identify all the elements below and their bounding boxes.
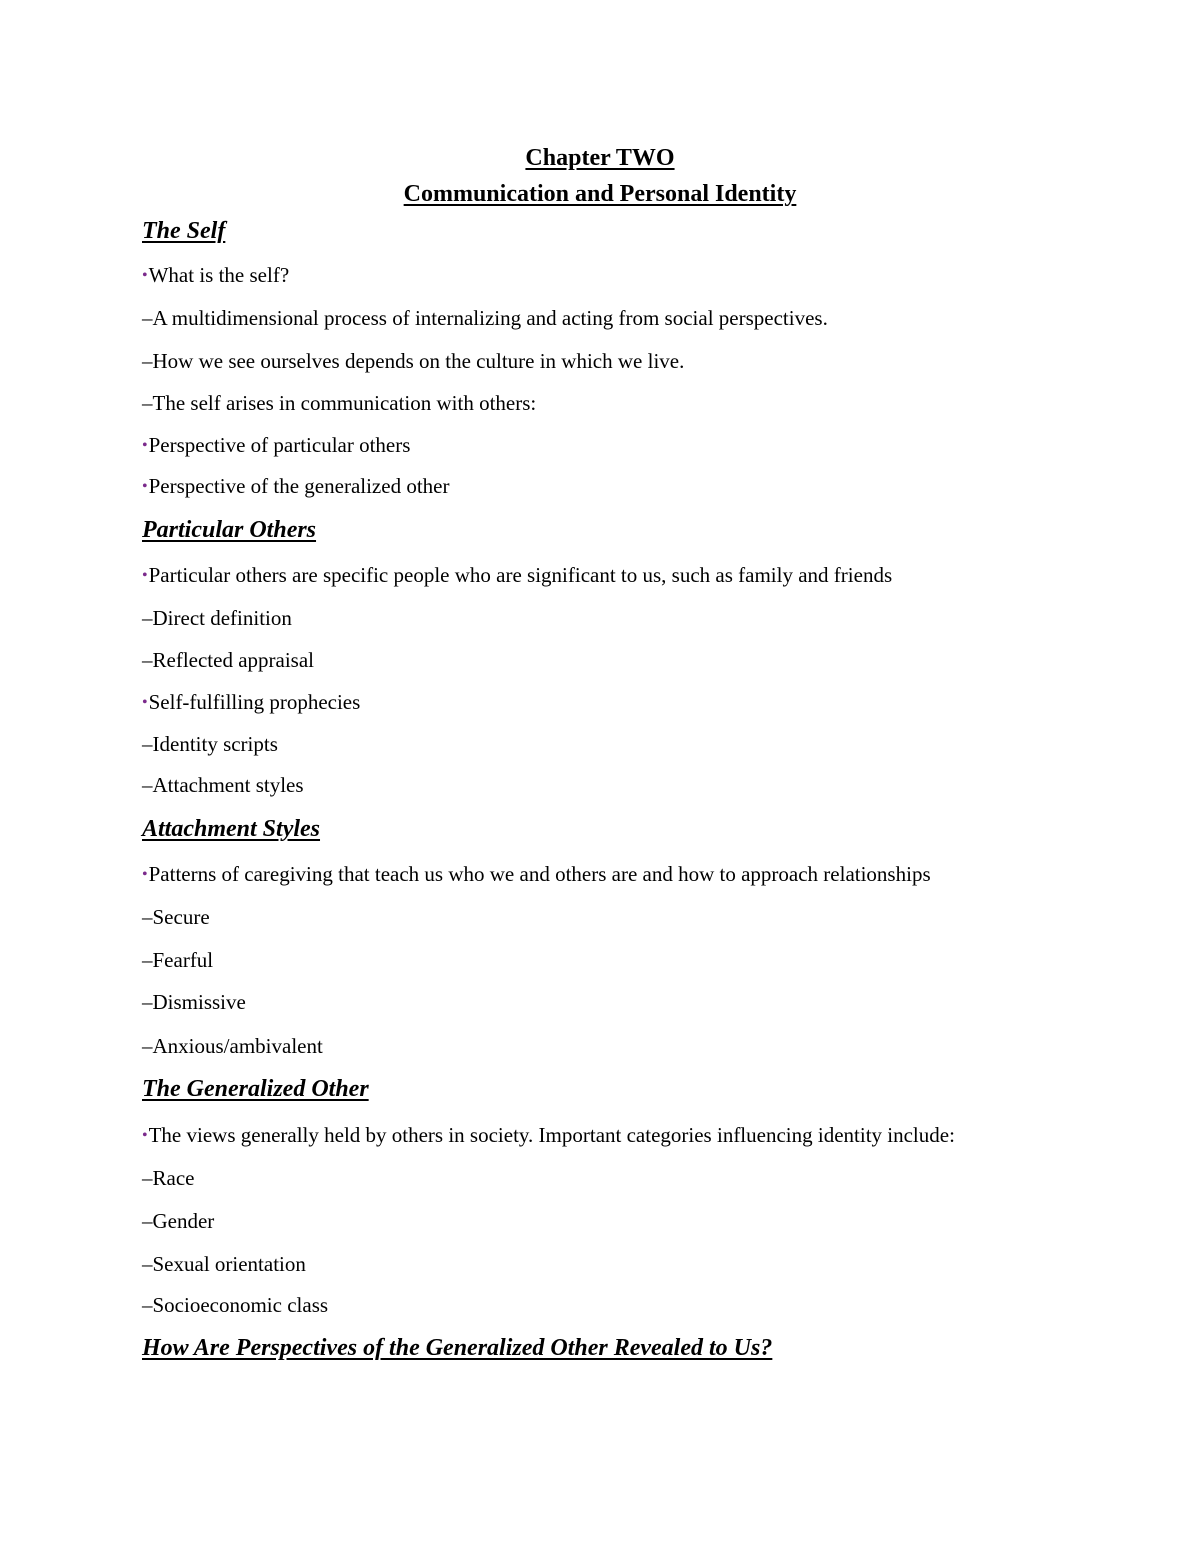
list-item	[142, 565, 892, 586]
dash-icon: –	[142, 306, 153, 330]
section-heading-the-self: The Self	[142, 218, 226, 244]
list-item	[142, 393, 536, 414]
section-heading-particular-others: Particular Others	[142, 517, 317, 543]
list-item	[142, 476, 449, 497]
list-item	[142, 1036, 323, 1057]
list-item	[142, 734, 278, 755]
list-item-text: Anxious/ambivalent	[152, 1034, 323, 1058]
list-item-text: What is the self?	[148, 263, 290, 287]
dash-icon: –	[142, 606, 153, 630]
dash-icon: –	[142, 905, 153, 929]
section-heading-perspectives-revealed: How Are Perspectives of the Generalized Other Revealed to Us?	[142, 1335, 773, 1361]
document-subtitle: Communication and Personal Identity	[403, 181, 797, 207]
bullet-icon: •	[142, 478, 148, 495]
list-item	[142, 265, 289, 286]
bullet-icon: •	[142, 567, 148, 584]
dash-icon: –	[142, 948, 153, 972]
list-item-text: The self arises in communication with others:	[152, 391, 537, 415]
dash-icon: –	[142, 732, 153, 756]
bullet-icon: •	[142, 1127, 148, 1144]
list-item	[142, 864, 931, 885]
list-item-text: The views generally held by others in society. Important categories influencing identity include:	[148, 1123, 955, 1147]
list-item	[142, 1211, 214, 1232]
section-heading-generalized-other: The Generalized Other	[142, 1076, 369, 1102]
list-item	[142, 1254, 306, 1275]
list-item-text: Reflected appraisal	[152, 648, 314, 672]
bullet-icon: •	[142, 267, 148, 284]
bullet-icon: •	[142, 694, 148, 711]
dash-icon: –	[142, 1166, 153, 1190]
dash-icon: –	[142, 349, 153, 373]
list-item-text: A multidimensional process of internalizing and acting from social perspectives.	[152, 306, 828, 330]
list-item	[142, 308, 828, 329]
dash-icon: –	[142, 1252, 153, 1276]
list-item	[142, 775, 304, 796]
list-item-text: How we see ourselves depends on the culture in which we live.	[152, 349, 685, 373]
dash-icon: –	[142, 1209, 153, 1233]
list-item	[142, 992, 246, 1013]
list-item-text: Race	[152, 1166, 195, 1190]
list-item	[142, 1125, 955, 1146]
list-item	[142, 608, 292, 629]
dash-icon: –	[142, 1293, 153, 1317]
list-item-text: Sexual orientation	[152, 1252, 306, 1276]
bullet-icon: •	[142, 437, 148, 454]
list-item-text: Perspective of the generalized other	[148, 474, 450, 498]
dash-icon: –	[142, 648, 153, 672]
list-item	[142, 1168, 194, 1189]
dash-icon: –	[142, 773, 153, 797]
list-item-text: Dismissive	[152, 990, 246, 1014]
dash-icon: –	[142, 391, 153, 415]
list-item-text: Attachment styles	[152, 773, 304, 797]
document-title: Chapter TWO	[525, 145, 675, 171]
list-item	[142, 1295, 328, 1316]
list-item	[142, 435, 410, 456]
list-item-text: Direct definition	[152, 606, 292, 630]
bullet-icon: •	[142, 866, 148, 883]
list-item-text: Particular others are specific people who are significant to us, such as family and friends	[148, 563, 893, 587]
dash-icon: –	[142, 990, 153, 1014]
list-item-text: Perspective of particular others	[148, 433, 411, 457]
list-item	[142, 692, 360, 713]
list-item-text: Patterns of caregiving that teach us who we and others are and how to approach relationships	[148, 862, 931, 886]
list-item-text: Secure	[152, 905, 210, 929]
section-heading-attachment-styles: Attachment Styles	[142, 816, 321, 842]
list-item-text: Gender	[152, 1209, 215, 1233]
list-item	[142, 950, 213, 971]
list-item-text: Fearful	[152, 948, 214, 972]
list-item-text: Self-fulfilling prophecies	[148, 690, 361, 714]
dash-icon: –	[142, 1034, 153, 1058]
list-item-text: Identity scripts	[152, 732, 278, 756]
list-item	[142, 650, 314, 671]
list-item-text: Socioeconomic class	[152, 1293, 329, 1317]
list-item	[142, 907, 210, 928]
list-item	[142, 351, 684, 372]
